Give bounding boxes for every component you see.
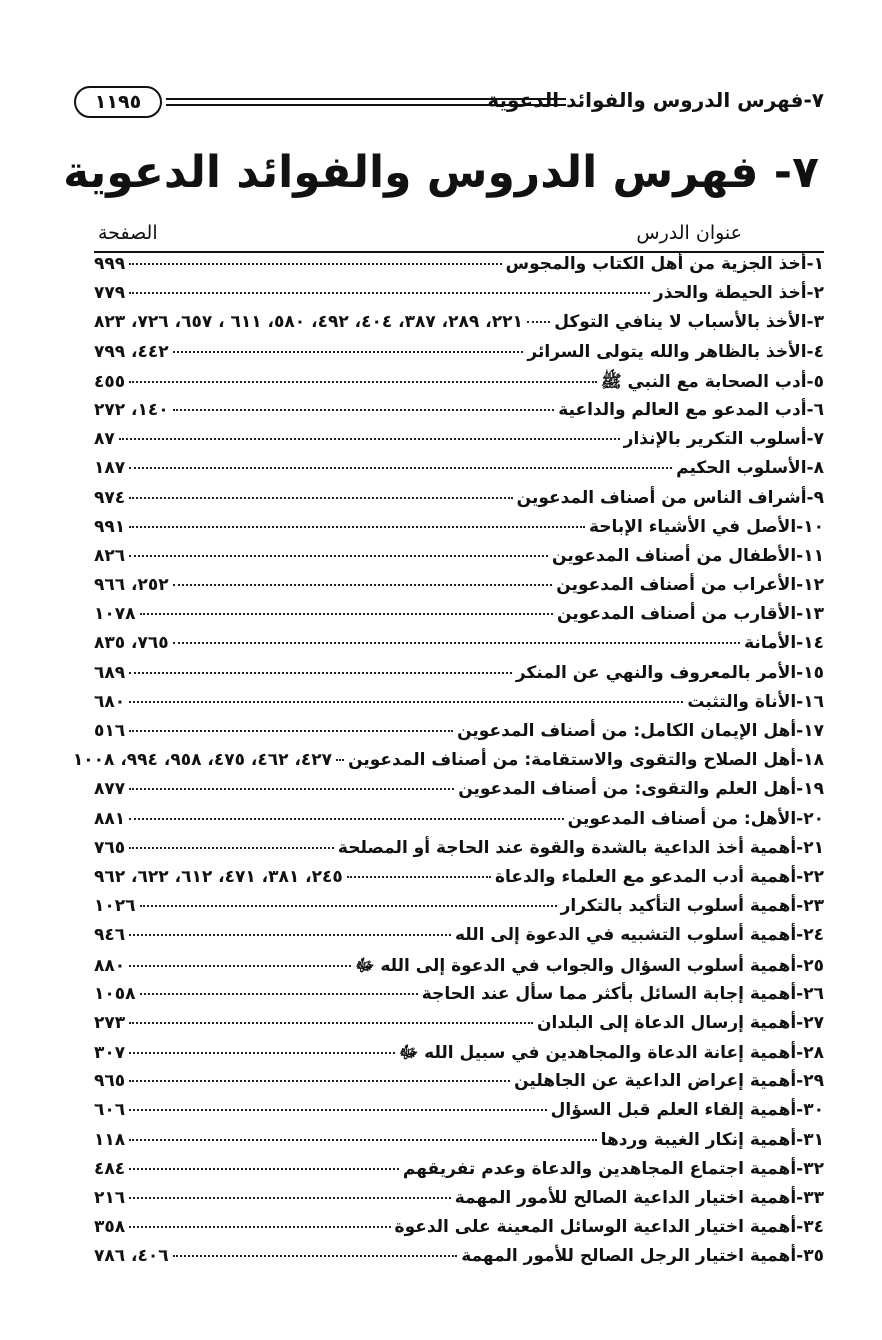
index-entry-title: ١١-الأطفال من أصناف المدعوين: [552, 545, 824, 566]
index-entry-title: ٣-الأخذ بالأسباب لا ينافي التوكل: [554, 312, 824, 333]
dot-leader: [129, 1168, 399, 1170]
index-entry-pages: ٣٥٨: [94, 1217, 126, 1238]
index-entry-title: ١٣-الأقارب من أصناف المدعوين: [557, 604, 824, 625]
index-entry: [94, 604, 824, 633]
index-entry-title: ٢٥-أهمية أسلوب السؤال والجواب في الدعوة إلى الله ﷻ: [355, 955, 824, 976]
index-entry-title: ٢٣-أهمية أسلوب التأكيد بالتكرار: [560, 896, 824, 917]
page-title: ٧- فهرس الدروس والفوائد الدعوية: [63, 147, 819, 198]
index-entry: [94, 1071, 824, 1100]
index-entry-title: ٢١-أهمية أخذ الداعية بالشدة والقوة عند الحاجة أو المصلحة: [337, 837, 824, 858]
index-entry: [94, 838, 824, 867]
index-entry-title: ١٤-الأمانة: [744, 633, 824, 654]
dot-leader: [129, 701, 683, 703]
index-entry-title: ٥-أدب الصحابة مع النبي ﷺ: [600, 371, 824, 392]
index-entry: [94, 1217, 824, 1246]
index-entry: [94, 1013, 824, 1042]
index-entry: [94, 984, 824, 1013]
index-entry: [94, 663, 824, 692]
index-entry-pages: ٢١٦: [94, 1188, 126, 1208]
index-entry-title: ١-أخذ الجزية من أهل الكتاب والمجوس: [505, 254, 824, 274]
index-entry-pages: ٥١٦: [94, 721, 126, 741]
index-entry-title: ١٦-الأناة والتثبت: [687, 691, 824, 712]
index-entry-pages: ٨٧: [94, 429, 115, 450]
index-entry: [94, 312, 824, 341]
index-entry-title: ٢٤-أهمية أسلوب التشبيه في الدعوة إلى الله: [455, 925, 824, 946]
dot-leader: [527, 321, 550, 323]
header-divider: [94, 251, 824, 253]
index-entry: [94, 1130, 824, 1159]
index-entry-title: ٣٤-أهمية اختيار الداعية الوسائل المعينة على الدعوة: [394, 1217, 824, 1238]
running-header-title: ٧-فهرس الدروس والفوائد الدعوية: [487, 88, 824, 112]
dot-leader: [336, 759, 344, 761]
index-entry: [94, 1188, 824, 1217]
index-entry-title: ١٧-أهل الإيمان الكامل: من أصناف المدعوين: [457, 721, 824, 741]
index-entry-title: ٨-الأسلوب الحكيم: [676, 458, 824, 479]
index-entry-title: ٤-الأخذ بالظاهر والله يتولى السرائر: [527, 341, 824, 362]
index-entry: [94, 575, 824, 604]
index-entry-title: ١٥-الأمر بالمعروف والنهي عن المنكر: [515, 662, 824, 683]
index-entry-title: ٢٧-أهمية إرسال الدعاة إلى البلدان: [537, 1012, 824, 1033]
index-entry-title: ٩-أشراف الناس من أصناف المدعوين: [516, 487, 824, 508]
index-entry-title: ٧-أسلوب التكرير بالإنذار: [623, 429, 824, 450]
index-entry-pages: ٩٩١: [94, 516, 126, 537]
dot-leader: [129, 672, 512, 674]
index-entry: [94, 371, 824, 400]
index-entry-title: ٣٣-أهمية اختيار الداعية الصالح للأمور المهمة: [454, 1188, 824, 1208]
dot-leader: [129, 1197, 451, 1199]
dot-leader: [129, 730, 453, 732]
index-entry: [94, 1100, 824, 1129]
index-entry-pages: ٦٠٦: [94, 1100, 126, 1121]
index-entry: [94, 1042, 824, 1071]
dot-leader: [173, 1255, 458, 1257]
index-entry-title: ١٠-الأصل في الأشياء الإباحة: [588, 516, 824, 537]
index-entry-pages: ١٠٥٨: [94, 983, 136, 1004]
index-entry-title: ٢٩-أهمية إعراض الداعية عن الجاهلين: [514, 1071, 824, 1092]
dot-leader: [119, 438, 620, 440]
index-entry: [94, 809, 824, 838]
dot-leader: [129, 292, 650, 294]
dot-leader: [129, 381, 597, 383]
index-entry-pages: ٢٧٣: [94, 1012, 126, 1033]
index-entry: [94, 488, 824, 517]
dot-leader: [347, 876, 491, 878]
index-entry-list: [72, 254, 824, 1276]
dot-leader: [140, 993, 418, 995]
index-entry-pages: ٧٦٥: [94, 837, 126, 858]
dot-leader: [129, 818, 564, 820]
index-entry-title: ١٩-أهل العلم والتقوى: من أصناف المدعوين: [458, 779, 824, 800]
index-entry-pages: ٢٤٥، ٣٨١، ٤٧١، ٦١٢، ٦٢٢، ٩٦٢: [94, 866, 343, 887]
index-entry-pages: ٣٠٧: [94, 1043, 126, 1064]
running-header: [74, 86, 824, 120]
index-entry: [94, 458, 824, 487]
index-entry-pages: ٩٤٦: [94, 925, 126, 946]
index-entry-pages: ٤٥٥: [94, 371, 126, 392]
index-entry-pages: ٧٦٥، ٨٣٥: [94, 633, 169, 654]
dot-leader: [129, 526, 585, 528]
dot-leader: [129, 555, 548, 557]
dot-leader: [129, 467, 672, 469]
index-entry-pages: ٨٨٠: [94, 955, 126, 976]
index-entry-pages: ٩٩٩: [94, 254, 126, 274]
index-entry-pages: ٦٨٠: [94, 691, 126, 712]
index-entry: [94, 254, 824, 283]
page-number-badge: ١١٩٥: [74, 86, 162, 118]
dot-leader: [129, 965, 351, 967]
index-entry: [72, 750, 824, 779]
index-entry: [94, 400, 824, 429]
index-entry-pages: ٢٢١، ٢٨٩، ٣٨٧، ٤٠٤، ٤٩٢، ٥٨٠، ٦١١ ، ٦٥٧، ٧٢٦، ٨٢٣: [94, 312, 523, 333]
dot-leader: [129, 497, 513, 499]
index-entry-pages: ٨٨١: [94, 808, 126, 829]
index-entry: [94, 721, 824, 750]
index-entry-title: ٣٠-أهمية إلقاء العلم قبل السؤال: [550, 1100, 824, 1121]
dot-leader: [173, 584, 553, 586]
index-entry: [94, 867, 824, 896]
index-entry-title: ٣١-أهمية إنكار الغيبة وردها: [600, 1129, 824, 1150]
index-entry: [94, 692, 824, 721]
index-entry-title: ٢٠-الأهل: من أصناف المدعوين: [567, 808, 824, 829]
dot-leader: [140, 905, 557, 907]
dot-leader: [129, 1022, 533, 1024]
dot-leader: [140, 613, 554, 615]
index-entry: [94, 283, 824, 312]
index-entry-title: ١٨-أهل الصلاح والتقوى والاستقامة: من أصناف المدعوين: [348, 750, 824, 771]
dot-leader: [173, 409, 555, 411]
index-entry-pages: ٩٦٥: [94, 1071, 126, 1092]
index-entry: [94, 779, 824, 808]
index-entry: [94, 517, 824, 546]
index-entry-pages: ١٠٧٨: [94, 604, 136, 625]
index-entry-pages: ١١٨: [94, 1129, 126, 1150]
index-entry-pages: ٤٤٢، ٧٩٩: [94, 341, 169, 362]
index-entry-pages: ٨٧٧: [94, 779, 126, 800]
index-entry: [94, 633, 824, 662]
index-entry-title: ٢-أخذ الحيطة والحذر: [653, 283, 824, 304]
index-entry-title: ٣٢-أهمية اجتماع المجاهدين والدعاة وعدم تفريقهم: [402, 1158, 824, 1179]
dot-leader: [173, 642, 740, 644]
dot-leader: [129, 263, 502, 265]
index-entry-title: ٢٨-أهمية إعانة الدعاة والمجاهدين في سبيل الله ﷻ: [399, 1043, 824, 1064]
dot-leader: [129, 788, 454, 790]
index-entry: [94, 1159, 824, 1188]
index-entry: [94, 896, 824, 925]
dot-leader: [129, 1139, 597, 1141]
column-header-page: الصفحة: [98, 222, 158, 244]
running-header-rule: [166, 98, 566, 106]
index-entry-title: ٦-أدب المدعو مع العالم والداعية: [558, 399, 824, 420]
index-entry-title: ١٢-الأعراب من أصناف المدعوين: [556, 575, 824, 596]
index-entry-pages: ١٤٠، ٢٧٢: [94, 399, 169, 420]
index-entry-pages: ١٨٧: [94, 458, 126, 479]
index-entry-pages: ٦٨٩: [94, 662, 126, 683]
dot-leader: [129, 1052, 395, 1054]
dot-leader: [129, 1080, 510, 1082]
index-entry-title: ٢٢-أهمية أدب المدعو مع العلماء والدعاة: [495, 866, 824, 887]
dot-leader: [173, 351, 524, 353]
dot-leader: [129, 1109, 547, 1111]
index-entry: [94, 925, 824, 954]
index-entry: [94, 1246, 824, 1275]
column-header-lesson-title: عنوان الدرس: [636, 222, 742, 244]
index-entry-pages: ٤٢٧، ٤٦٢، ٤٧٥، ٩٥٨، ٩٩٤، ١٠٠٨: [72, 750, 333, 771]
dot-leader: [129, 847, 334, 849]
index-entry-pages: ٢٥٢، ٩٦٦: [94, 575, 169, 596]
index-entry: [94, 342, 824, 371]
index-entry-pages: ٩٧٤: [94, 487, 126, 508]
index-entry-pages: ٤٠٦، ٧٨٦: [94, 1246, 169, 1267]
index-entry-title: ٢٦-أهمية إجابة السائل بأكثر مما سأل عند الحاجة: [421, 983, 824, 1004]
index-entry-pages: ١٠٢٦: [94, 896, 136, 917]
index-entry: [94, 955, 824, 984]
index-entry-pages: ٨٢٦: [94, 545, 126, 566]
dot-leader: [129, 934, 451, 936]
index-entry-pages: ٧٧٩: [94, 283, 126, 304]
index-entry: [94, 429, 824, 458]
dot-leader: [129, 1226, 390, 1228]
index-entry-title: ٣٥-أهمية اختيار الرجل الصالح للأمور المهمة: [461, 1246, 824, 1267]
index-entry: [94, 546, 824, 575]
index-entry-pages: ٤٨٤: [94, 1158, 126, 1179]
